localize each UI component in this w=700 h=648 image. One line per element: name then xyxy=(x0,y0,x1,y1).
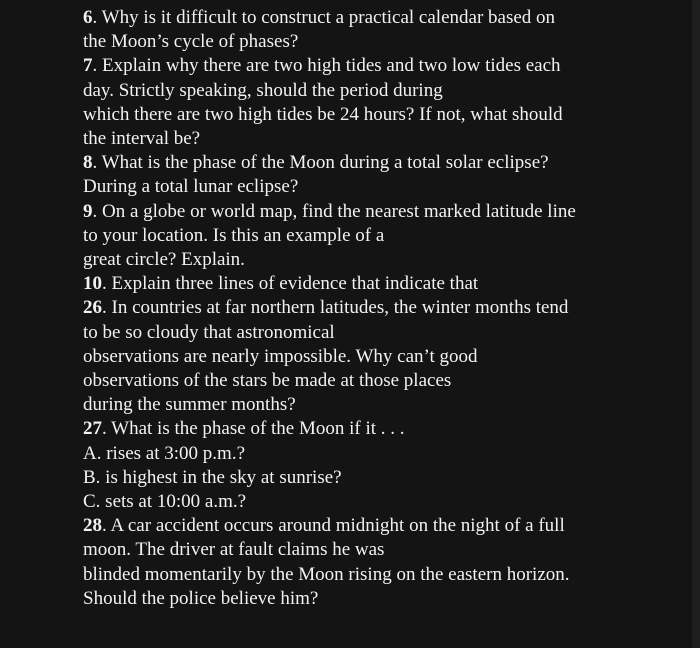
line-text: to your location. Is this an example of a xyxy=(83,224,385,246)
text-line xyxy=(83,103,683,127)
text-line xyxy=(83,345,683,369)
line-text: blinded momentarily by the Moon rising on the eastern horizon. xyxy=(83,563,570,585)
line-text: C. sets at 10:00 a.m.? xyxy=(83,491,247,513)
text-line xyxy=(83,224,683,248)
text-line xyxy=(83,127,683,151)
text-line xyxy=(83,514,683,538)
text-line xyxy=(83,417,683,441)
line-text: A. rises at 3:00 p.m.? xyxy=(83,442,246,464)
text-line xyxy=(83,175,683,199)
question-number: 9 xyxy=(83,200,93,222)
text-line xyxy=(83,151,683,175)
text-line xyxy=(83,393,683,417)
line-text: . What is the phase of the Moon during a total solar eclipse? xyxy=(92,152,549,174)
line-text: during the summer months? xyxy=(83,394,296,416)
line-text: to be so cloudy that astronomical xyxy=(83,321,335,343)
question-number: 27 xyxy=(83,418,102,440)
question-number: 28 xyxy=(83,515,102,537)
text-line xyxy=(83,587,683,611)
text-line xyxy=(83,538,683,562)
text-line xyxy=(83,200,683,224)
question-list xyxy=(83,6,683,611)
question-number: 26 xyxy=(83,297,102,319)
line-text: observations of the stars be made at those places xyxy=(83,370,452,392)
line-text: . In countries at far northern latitudes, the winter months tend xyxy=(102,297,569,319)
text-line xyxy=(83,442,683,466)
line-text: . Why is it difficult to construct a practical calendar based on xyxy=(92,7,556,28)
text-line xyxy=(83,563,683,587)
line-text: the interval be? xyxy=(83,128,201,150)
line-text: B. is highest in the sky at sunrise? xyxy=(83,466,342,488)
line-text: . Explain three lines of evidence that indicate that xyxy=(102,273,479,295)
line-text: . What is the phase of the Moon if it . . . xyxy=(102,418,405,440)
right-edge-strip xyxy=(692,0,700,648)
text-line xyxy=(83,54,683,78)
text-line xyxy=(83,490,683,514)
line-text: During a total lunar eclipse? xyxy=(83,176,299,198)
question-number: 7 xyxy=(83,55,93,77)
text-line xyxy=(83,79,683,103)
line-text: . Explain why there are two high tides and two low tides each xyxy=(92,55,561,77)
line-text: which there are two high tides be 24 hours? If not, what should xyxy=(83,103,563,125)
text-line xyxy=(83,296,683,320)
text-line xyxy=(83,272,683,296)
line-text: day. Strictly speaking, should the period during xyxy=(83,79,443,101)
line-text: great circle? Explain. xyxy=(83,249,245,271)
text-line xyxy=(83,466,683,490)
line-text: . A car accident occurs around midnight on the night of a full xyxy=(102,515,565,537)
line-text: moon. The driver at fault claims he was xyxy=(83,539,385,561)
text-line xyxy=(83,321,683,345)
line-text: the Moon’s cycle of phases? xyxy=(83,31,299,53)
text-line xyxy=(83,30,683,54)
text-line xyxy=(83,369,683,393)
question-number: 10 xyxy=(83,273,102,295)
text-line xyxy=(83,6,683,30)
question-number: 8 xyxy=(83,152,93,174)
line-text: . On a globe or world map, find the nearest marked latitude line xyxy=(92,200,576,222)
question-number: 6 xyxy=(83,7,93,28)
line-text: observations are nearly impossible. Why can’t good xyxy=(83,345,478,367)
text-line xyxy=(83,248,683,272)
line-text: Should the police believe him? xyxy=(83,587,319,609)
